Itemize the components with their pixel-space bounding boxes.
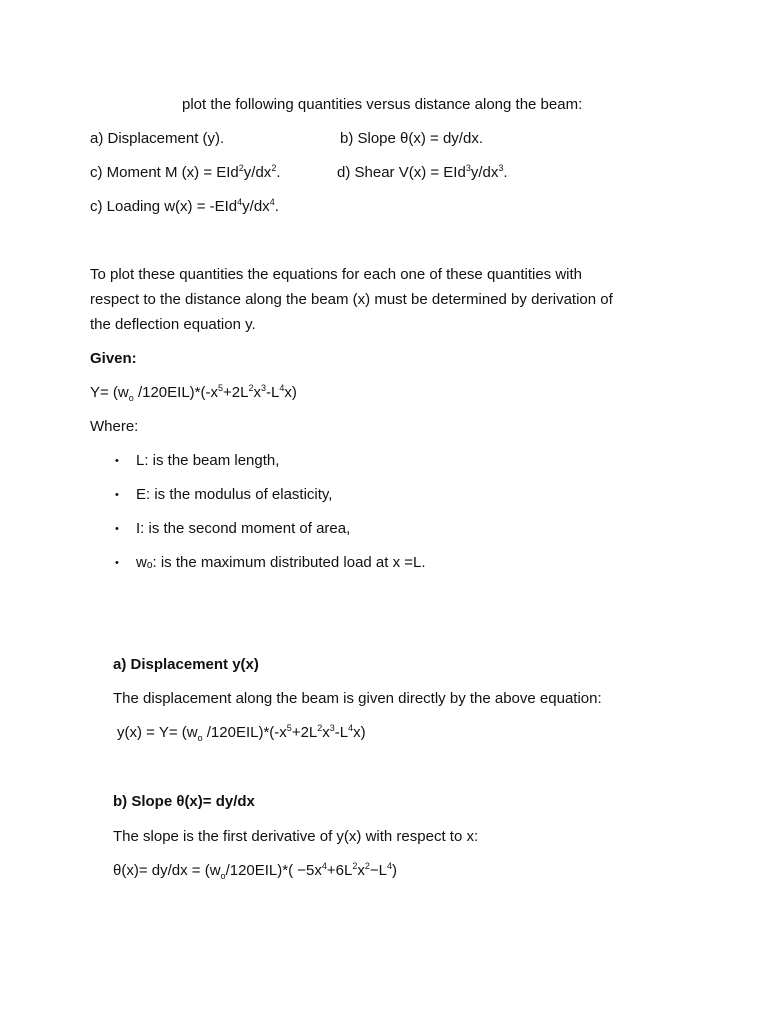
section-b-equation: $\theta(x)= dy/dx = (w_o/120EIL)*( -5x^4+6L^2x^2-L^4)$ <box>113 861 397 881</box>
bullet-item: wₒ: is the maximum distributed load at x =L. <box>136 554 426 571</box>
bullet-icon: • <box>115 489 119 501</box>
item-a-displacement: a) Displacement (y). <box>90 130 225 147</box>
section-b-heading: b) Slope θ(x)= dy/dx <box>113 793 255 810</box>
section-a-heading: a) Displacement y(x) <box>113 656 259 673</box>
paragraph-line-1: To plot these quantities the equations for each one of these quantities with <box>90 266 582 283</box>
where-label: Where: <box>90 418 139 435</box>
intro-text: plot the following quantities versus distance along the beam: <box>182 96 583 113</box>
item-d-shear: d) Shear $V(x) = EId^3y/dx^3$. <box>337 163 508 181</box>
paragraph-line-2: respect to the distance along the beam (x) must be determined by derivation of <box>90 291 613 308</box>
section-b-text: The slope is the first derivative of y(x) with respect to x: <box>113 828 479 845</box>
item-c-moment: c) Moment M $(x) = EId^2y/dx^2$. <box>90 163 281 181</box>
item-b-slope: b) Slope θ(x) = dy/dx. <box>340 130 483 147</box>
bullet-icon: • <box>115 557 119 569</box>
bullet-item: L: is the beam length, <box>136 452 280 469</box>
bullet-icon: • <box>115 523 119 535</box>
given-label: Given: <box>90 350 137 367</box>
deflection-equation: $Y= (w_o$ $/120EIL)*(-x^5+2L^2x^3-L^4x)$ <box>90 383 297 403</box>
paragraph-line-3: the deflection equation y. <box>90 316 256 333</box>
bullet-item: E: is the modulus of elasticity, <box>136 486 333 503</box>
section-a-text: The displacement along the beam is given directly by the above equation: <box>113 690 602 707</box>
bullet-icon: • <box>115 455 119 467</box>
item-loading: c) Loading $w(x) = -EId^4y/dx^4$. <box>90 197 279 215</box>
bullet-item: I: is the second moment of area, <box>136 520 351 537</box>
section-a-equation: $y(x) = Y= (w_o$ $/120EIL)*(-x^5+2L^2x^3-L^4x)$ <box>117 723 366 743</box>
